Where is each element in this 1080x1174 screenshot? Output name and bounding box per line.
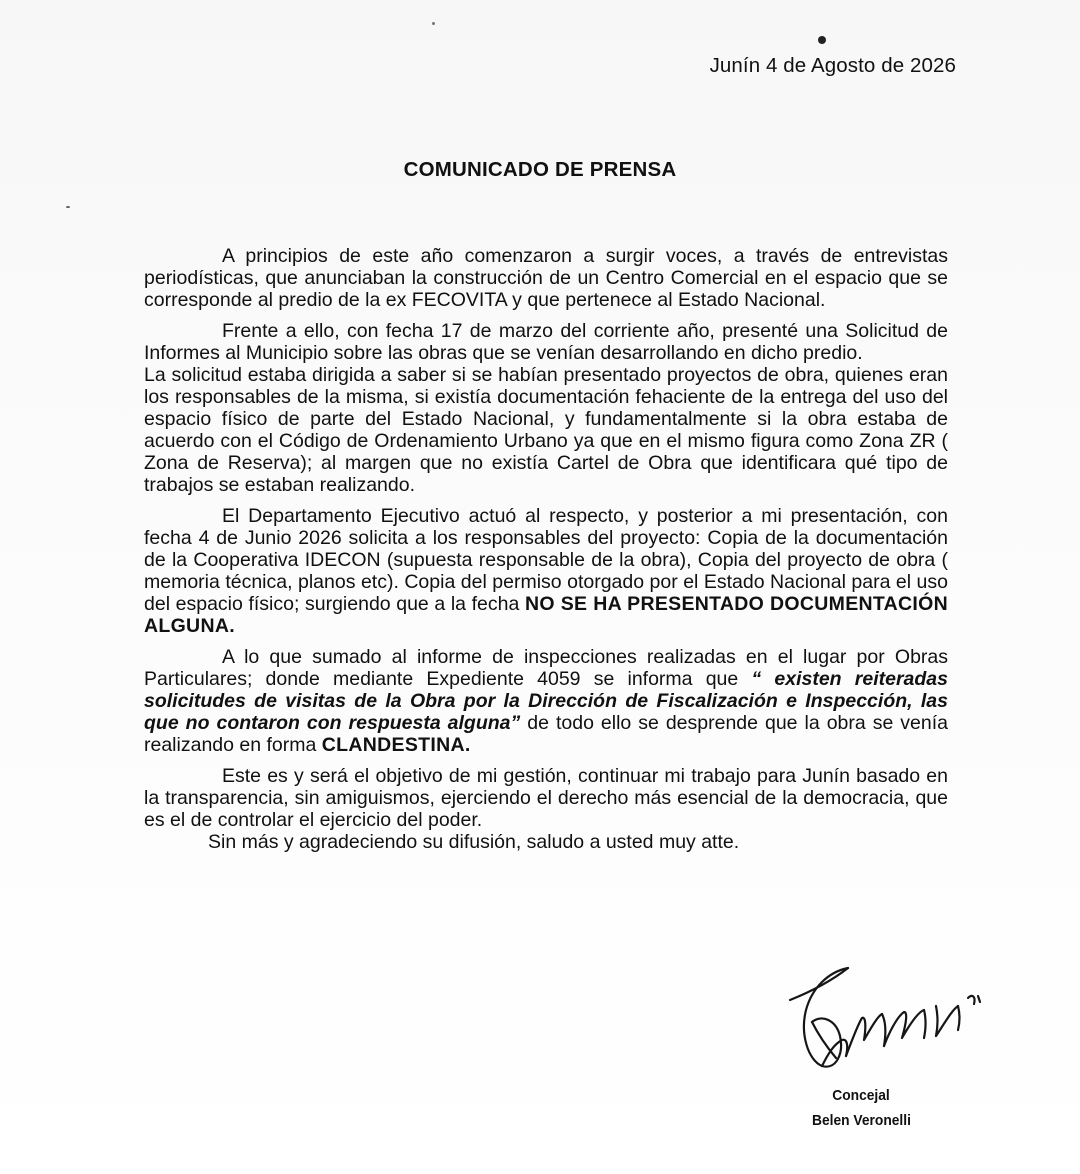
inspection-quote: “ existen reiteradas solicitudes de visitas de la Obra por la Dirección de Fiscalización e Inspección, las que no contaron con respuesta alguna” [144, 668, 948, 734]
paragraph-request: Frente a ello, con fecha 17 de marzo del corriente año, presenté una Solicitud de Informes al Municipio sobre las obras que se venían desarrollando en dicho predio. [144, 320, 948, 364]
paragraph-closing: Sin más y agradeciendo su difusión, saludo a usted muy atte. [208, 831, 740, 853]
ink-speck [66, 206, 70, 208]
document-title: COMUNICADO DE PRENSA [403, 158, 677, 181]
paragraph-request-details: La solicitud estaba dirigida a saber si se habían presentado proyectos de obra, quienes eran los responsables de la misma, si existía documentación fehaciente de la entrega del uso del espacio físico de parte del Estado Nacional, y fundamentalmente si la obra estaba de acuerdo con el Código de Ordenamiento Urbano ya que en el mismo figura como Zona ZR ( Zona de Reserva); al margen que no existía Cartel de Obra que identificara qué tipo de trabajos se estaban realizando. [144, 364, 948, 496]
paragraph-intro: A principios de este año comenzaron a surgir voces, a través de entrevistas periodísticas, que anunciaban la construcción de un Centro Comercial en el espacio que se corresponde al predio de la ex FECOVITA y que pertenece al Estado Nacional. [144, 245, 948, 311]
handwritten-signature [782, 962, 992, 1092]
paragraph-inspections [144, 646, 948, 756]
clandestine-statement: CLANDESTINA. [321, 734, 471, 756]
paragraph-inspections-text: A lo que sumado al informe de inspecciones realizadas en el lugar por Obras Particulares; donde mediante Expediente 4059 se informa que [144, 646, 948, 690]
signature-block [812, 1083, 911, 1133]
document-body [144, 245, 948, 853]
paragraph-inspections-conclusion: de todo ello se desprende que la obra se venía realizando en forma [144, 712, 949, 756]
paragraph-executive-text: El Departamento Ejecutivo actuó al respecto, y posterior a mi presentación, con fecha 4 de Junio 2026 solicita a los responsables del proyecto: Copia de la documentación de la Cooperativa IDECON (supuesta responsable de la obra), Copia del proyecto de obra ( memoria técnica, planos etc). Copia del permiso otorgado por el Estado Nacional para el uso del espacio físico; surgiendo que a la fecha [144, 505, 948, 615]
paragraph-executive [144, 505, 948, 637]
ink-speck [818, 36, 826, 44]
paragraph-objective: Este es y será el objetivo de mi gestión, continuar mi trabajo para Junín basado en la transparencia, sin amiguismos, ejerciendo el derecho más esencial de la democracia, que es el de controlar el ejercicio del poder. [144, 765, 948, 831]
ink-speck [432, 22, 435, 25]
no-documentation-statement: NO SE HA PRESENTADO DOCUMENTACIÓN ALGUNA. [144, 593, 948, 637]
document-date: Junín 4 de Agosto de 2026 [709, 54, 956, 77]
signatory-name: Belen Veronelli [812, 1112, 911, 1129]
signatory-role: Concejal [832, 1087, 890, 1104]
